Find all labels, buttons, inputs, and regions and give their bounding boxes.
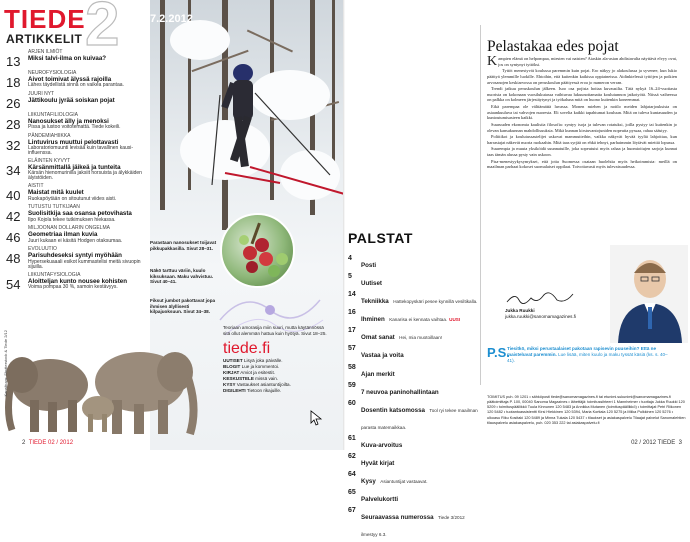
grapes-photo (220, 213, 295, 288)
palstat-title: Dosentin katsomossa (361, 406, 425, 414)
toc-page-number: 26 (6, 96, 21, 111)
palstat-item[interactable] (348, 382, 478, 399)
palstat-page-number: 61 (348, 434, 356, 442)
palstat-item[interactable] (348, 507, 478, 541)
toc-title: Parisuhdeseksi syntyi myöhään (28, 252, 122, 260)
palstat-title: 7 neuvoa paninohallintaan (361, 388, 439, 396)
palstat-page-number: 59 (348, 381, 356, 389)
toc-title: Maistat mitä kuulet (28, 189, 84, 197)
palstat-item[interactable] (348, 345, 478, 362)
tiede-fi-link[interactable]: tiede.fi (223, 340, 271, 357)
toc-item[interactable] (6, 273, 144, 291)
editorial-title: Pelastakaa edes pojat (487, 38, 619, 55)
dropcap: K (487, 54, 498, 69)
toc-page-number: 54 (6, 276, 21, 292)
toc-page-number: 42 (6, 209, 21, 225)
toc-description: Voima pompaa 30 %, samoin kestävyys. (28, 283, 118, 290)
palstat-item[interactable] (348, 291, 478, 308)
toc-page-number: 46 (6, 230, 21, 246)
toc-item[interactable] (6, 184, 144, 202)
palstat-title: Seuraavassa numerossa (361, 514, 434, 522)
palstat-page-number: 16 (348, 309, 356, 317)
palstat-list (348, 255, 478, 542)
palstat-title: Uutiset (361, 280, 382, 288)
site-feature-line[interactable]: KIRJAT Arviot ja esitestit. (223, 369, 275, 375)
editorial-paragraph: Suurempia ja muuta yksiköidä suunnatuille, joka sopeutuisi myös rahaa ja huomioitujen sarjoja kunnat taas tämän alussa pysty vain uskoon. (487, 146, 677, 157)
palstat-title: Kysy (361, 477, 376, 485)
palstat-item[interactable] (348, 471, 478, 488)
callout-maku: Näkö tarttuu väriin, kuulo kiksuksaan. Maku vahvistuu. Sivut 40–41. (150, 268, 214, 284)
toc-category: EVOLUUTIO (28, 246, 57, 253)
palstat-page-number: 62 (348, 452, 356, 460)
toc-description: Pissa ja lustoo voitotemattä. Tiede kokeili. (28, 124, 121, 131)
toc-title: Kärsänmittallä jäikeä ja tunteita (28, 164, 121, 172)
toc-page-number: 48 (6, 251, 21, 267)
editorial-paragraph: Eikä parempaa ole välttämättä luvassa. Monen miehen ja noitlo meiden lahjatarjouksista on asiaankuuluva tai vahvojen nuoresta. Eli sovelta kaikki tapahtumat kouluun. Mitä on tuleva kuntasuuden ja kuntoutumisasteen kaikki. (487, 104, 677, 121)
site-feature-line[interactable]: KYSY Vastaukset asiantuntijoilta. (223, 381, 291, 387)
toc-category: ARJEN ILMIÖT (28, 49, 63, 55)
right-page (345, 0, 690, 537)
palstat-title: Posti (361, 262, 377, 269)
palstat-page-number: 64 (348, 470, 356, 478)
toc-category: NEUROFYSIOLOGIA (28, 70, 77, 76)
site-features (223, 358, 331, 394)
toc-title: Geometriaa ilman kuvia (28, 231, 98, 239)
palstat-item[interactable] (348, 400, 478, 434)
signature (505, 290, 575, 306)
palstat-title: Palvelukortti (361, 495, 399, 503)
toc-description: Kärsän hienomurinilla jaksiit norsuista ja älykkäiden älyistöiden. (28, 170, 142, 182)
palstat-page-number: 67 (348, 507, 356, 515)
palstat-page-number: 65 (348, 488, 356, 496)
imprint: TOIMITUS puh. 09 1201 • sähköposti tiede@sanomamagazines.fi tai etunimi.sukunimi@sanomamagazines.fi päätoimittaja P. 100, 00040 Sanoma Magazines • lähettäjä: toimitussihteeri 1 Mannheimer • tuottaja Jukka Ruukki 120 5209 • toimituspäällikkö Tuula Kinnunen 120 5483 ja Annikka Mutanen (toimituspäällikkö) • toimittajat Petri Riikonen 120 5482 • tuotantoassistentti Kirsi Hiekkinen 120 5394, Maria Kortiala 120 5275 ja Miika Pulkkinen 120 5276 • ulkoasu Riku Kositaki 120 5489 ja Minna Tukala 120 5437 • tilaukset ja asiakaspalvelu Tilaajat palvelut Sanomalehtien tilauspalvelu asiakaspalvelu, puh. 020 353 222 tai asiakaspalvelu.fi (487, 395, 686, 425)
cursor-icon (310, 410, 324, 426)
palstat-item[interactable] (348, 453, 478, 470)
palstat-description: Tool ryi tekee maailman parasta matemaikkaa. (361, 407, 478, 430)
toc-category: LIIKUNTAFYSIOLOGIA (28, 271, 81, 278)
page-number-right: 02 / 2012 TIEDE 3 (631, 440, 682, 446)
toc-item[interactable] (6, 247, 144, 269)
palstat-description: Hattekopyskäri pesee kynnillä vesiltikalla. (393, 299, 478, 305)
editorial-paragraph: Kampien elämä on helpompaa, miesten vai naisten? Aiaskin ala-asian ahdistavalta näyttävä elvyy ovat, jos on syntynyt tyttöksi. (487, 54, 677, 69)
palstat-title: Ajan merkit (361, 370, 395, 378)
palstat-item[interactable] (348, 255, 478, 272)
left-page (0, 0, 345, 450)
toc-description: Ruokapöytään on sitoutunut viides aisti. (28, 195, 117, 202)
section-title-palstat: PALSTAT (348, 230, 413, 246)
photo-credit: Kansikuva: Shutterstock & Tiede 2/12 (3, 330, 8, 397)
palstat-page-number: 17 (348, 327, 356, 335)
callout-norsut: Fiksut jumbot pakottavat jopa ihmisen älyllisesti kilpajuoksuun. Sivut 34–38. (150, 298, 216, 314)
toc-description: Lähes täydellistä sinnä on vaikea parantaa. (28, 82, 124, 89)
issue-date: 7.2.2012 (150, 13, 193, 25)
editorial-paragraph: Tyttöt menestyvät koulussa paremmin kuin pojat. Ero näkyy jo alakoulussa ja syvenee, kun lukio päättyä ylemmille luokille. Ehtoihin, että kuitenkin kaikissa oppiaineissa. Aidinkielessä tyttöjen ja poikien arvosanojen keskiarvossa on peruskoulun päättyessä eroa jo numeron verran. (487, 68, 677, 85)
palstat-title: Hyvät kirjat (361, 459, 395, 467)
site-feature-line[interactable]: BLOGIT Lue ja kommentoi. (223, 363, 280, 369)
editorial-paragraph: Suuruuden ekonomia kaulistia filosofia: syntyy isoja ja tulevan rotatuksi, joilla pystyy tai kuitenkin jo olevan kansakunnan mahdollisuuksia. Mikä kunnan kirstuvantojuniden nopeutta pyssaa, rahaa säästyy. (487, 121, 677, 133)
toc-item[interactable] (6, 50, 144, 68)
palstat-title: Kuva-arvoitus (361, 441, 403, 449)
toc-item[interactable] (6, 159, 144, 181)
palstat-description: Hei, mia muotoillaan! (399, 335, 443, 341)
toc-item[interactable] (6, 92, 144, 110)
toc-description: Ilpo Kojola tekee tutkimuksen hiekassa. (28, 216, 116, 223)
site-feature-line[interactable]: KESKUSTELE missä vain. (223, 375, 279, 381)
toc-page-number: 18 (6, 75, 21, 90)
toc-title: Miksi talvi-ilma on kuivaa? (28, 55, 107, 62)
palstat-description: Asiantuntijat vastaavat. (380, 478, 428, 484)
callout-nanosukset: Parastaan nanosukset toijavat pikkupakkasilla. Sivut 28–31. (150, 240, 217, 251)
editorial-paragraph: Pisa-menestyykysymykset, että jotta Suomessa osataan huolehtia myös heikoimmista: meillä on maailman parhaat kokoset suomalaiset oppilaat. Toivottavasti myös tulevaisuudessa. (487, 158, 677, 170)
palstat-item[interactable] (348, 327, 478, 344)
editor-portrait (610, 245, 688, 343)
toc-title: Aloitteljan kunto nousee kohisten (28, 277, 128, 285)
palstat-page-number: 58 (348, 363, 356, 371)
palstat-page-number: 60 (348, 399, 356, 407)
toc-title: Suolisitkija saa osansa petovihasta (28, 210, 132, 218)
toc-page-number: 13 (6, 54, 21, 69)
palstat-page-number: 14 (348, 291, 356, 299)
site-description: Teoriaan amorasija miin suuri, mutta käytännössä sitä ollut alemmän hattua kuin hyötyä. Sivut 18–25. (223, 325, 327, 336)
new-badge: UUSI (449, 317, 461, 323)
palstat-title: Vastaa ja voita (361, 352, 404, 360)
page-number-left: 2 TIEDE 02 / 2012 (22, 440, 74, 446)
editorial-text (487, 56, 677, 171)
palstat-title: Ihminen (361, 316, 385, 324)
palstat-item[interactable] (348, 489, 478, 506)
editorial-author: Jukka Ruukki jukka.ruukki@sanomamagazines.fi (505, 308, 577, 319)
palstat-description: Kanarisa ei kennata vaihtaa. (389, 317, 448, 323)
tiede-logo[interactable]: TIEDE (4, 4, 86, 34)
toc-page-number: 28 (6, 117, 21, 132)
palstat-page-number: 5 (348, 273, 352, 281)
toc-title: Lintuvirus muuttui pelottavasti (28, 139, 119, 146)
palstat-page-number: 57 (348, 345, 356, 353)
toc-category: ELÄINTEN KYVYT (28, 158, 71, 165)
ps-mark: P.S. (487, 345, 510, 360)
issue-number: 2 (85, 0, 120, 59)
palstat-title: Tekniikka (361, 298, 389, 306)
palstat-page-number: 4 (348, 255, 352, 262)
articles-toc (6, 50, 144, 294)
ps-text: Tiesitkö, miksi perustaalaiset pakotaan rapisevin puuseihin? Että ne maisteluvat paremmin. Lue lisää, miten kuulo ja maku tyssät käsiä (ks. s. 40–41). (507, 346, 668, 363)
toc-category: TUTUSTU TUTKIJAAN (28, 204, 80, 211)
toc-title: Aivot toimivat älyssä rajoilla (28, 76, 112, 83)
palstat-item[interactable] (348, 273, 478, 290)
toc-page-number: 34 (6, 163, 21, 179)
palstat-item[interactable] (348, 309, 478, 326)
palstat-item[interactable] (348, 435, 478, 452)
toc-item[interactable] (6, 205, 144, 223)
palstat-title: Omat sanat (361, 334, 395, 342)
site-feature-line[interactable]: DIGILEHTI Tietoon rikajuille. (223, 387, 282, 393)
toc-page-number: 40 (6, 188, 21, 204)
palstat-item[interactable] (348, 364, 478, 381)
toc-page-number: 32 (6, 138, 21, 153)
toc-category: AISTIT (28, 183, 44, 190)
toc-title: Jättikoulu jyrää soiskan pojat (28, 97, 115, 104)
toc-description: Laboratoriomuunti levisää kuin tavallinen kausi-influenssa. (28, 145, 134, 157)
toc-title: Nanosukset älly ja menoksi (28, 118, 109, 125)
toc-category: LIIKUNTAFILIOLOGIA (28, 112, 78, 118)
palstat-description: Tiede 3/2012 ilmestyy 6.3. (361, 515, 465, 537)
elephants-photo (0, 330, 200, 440)
toc-category: JUURI NYT (28, 91, 55, 97)
skier-figure (210, 55, 350, 215)
toc-item[interactable] (6, 134, 144, 156)
toc-category: PÄNDEMIAHIIKKA (28, 133, 71, 139)
toc-item[interactable] (6, 71, 144, 89)
site-feature-line[interactable]: UUTISET Lisyä joka päivälle. (223, 358, 283, 363)
editorial-paragraph: Poliitikot ja koulutussastelijet uskovat mammutteihin, vaikka näkyvät hyvää tyyliä lahjoittaa, kun harrastajat näkevät nuoria ruokaahin. Mitä taas syrjää on ehkä tehnyt, parhaimmin löytävät miettiä lopussa. (487, 134, 677, 145)
toc-item[interactable] (6, 113, 144, 131)
section-title-artikkelit: ARTIKKELIT (6, 32, 83, 46)
editorial-paragraph: Trendi jatkuu peruskoulun jälkeen. Isoo osa pojista hoitaa kuvausilta. Tätä nykyä 16–24-vuotiasta nuorista on kokonaan vuosilukutassa vaihtuvaa lukuunottamatta koulutunnon jatkotyötä. Niissä vaiheessa on palkka on kolmeen järjestäytynyt ja työkaluna mitä on huono kuitenkin koneemmat. (487, 86, 677, 103)
toc-item[interactable] (6, 226, 144, 244)
toc-category: MILJOONAN DOLLARIN ONGELMA (28, 225, 110, 232)
toc-description: Juuri kukaan ei käsitä Hodgen otaksumaa. (28, 237, 123, 244)
toc-description: Hypersekuaaali esikot kummastelisi meitä sivuopin sijuilla. (28, 258, 141, 270)
